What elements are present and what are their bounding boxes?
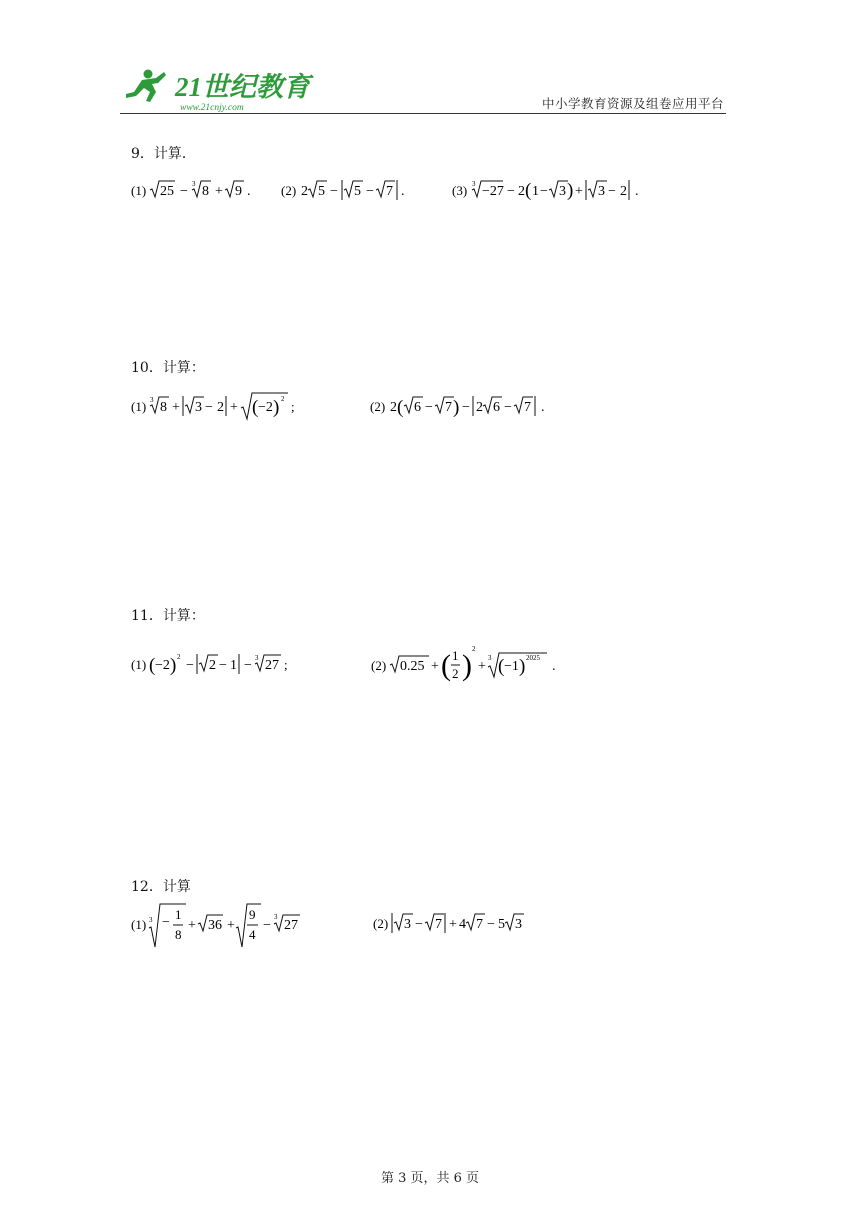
svg-text:.: . xyxy=(401,184,405,199)
svg-text:−: − xyxy=(180,184,188,199)
svg-text:2: 2 xyxy=(209,658,216,673)
svg-text:1: 1 xyxy=(452,648,459,663)
q12-part1 xyxy=(131,902,306,956)
svg-text:−: − xyxy=(186,658,194,673)
svg-text:): ) xyxy=(462,649,472,682)
svg-text:2: 2 xyxy=(281,395,285,403)
svg-text:2: 2 xyxy=(620,184,627,199)
svg-text:+: + xyxy=(449,917,457,932)
q11-part2-expr xyxy=(371,640,571,690)
q9-part2 xyxy=(281,178,411,208)
q10-part2-expr xyxy=(370,392,570,422)
svg-text:): ) xyxy=(567,180,574,201)
svg-text:3: 3 xyxy=(472,180,476,188)
svg-text:3: 3 xyxy=(149,916,153,924)
svg-text:1: 1 xyxy=(175,907,182,922)
svg-text:36: 36 xyxy=(208,918,222,933)
svg-text:(3): (3) xyxy=(452,183,468,198)
svg-text:+: + xyxy=(172,400,180,415)
logo xyxy=(120,66,310,114)
svg-text:−: − xyxy=(244,658,252,673)
svg-text:4: 4 xyxy=(459,917,466,932)
svg-text:(2): (2) xyxy=(370,399,386,414)
svg-text:2: 2 xyxy=(390,400,397,415)
svg-text:−: − xyxy=(330,184,338,199)
svg-text:2: 2 xyxy=(472,645,476,653)
svg-text:(1): (1) xyxy=(131,917,147,932)
svg-text:0.25: 0.25 xyxy=(400,659,425,674)
svg-text:2: 2 xyxy=(518,184,525,199)
svg-text:.: . xyxy=(552,659,556,674)
svg-text:(2): (2) xyxy=(371,658,387,673)
svg-text:6: 6 xyxy=(493,400,500,415)
svg-text:.: . xyxy=(635,184,639,199)
platform-name: 中小学教育资源及组卷应用平台 xyxy=(541,96,724,111)
svg-text:(1): (1) xyxy=(131,183,147,198)
svg-text:(2): (2) xyxy=(281,183,297,198)
svg-text:): ) xyxy=(453,397,460,418)
svg-text:7: 7 xyxy=(445,400,452,415)
q9-part3 xyxy=(452,178,652,208)
q12-part2 xyxy=(373,909,548,943)
svg-text:+: + xyxy=(575,184,583,199)
svg-text:+: + xyxy=(215,184,223,199)
svg-text:3: 3 xyxy=(150,396,154,404)
header-rule xyxy=(120,113,726,114)
svg-text:7: 7 xyxy=(386,184,393,199)
svg-text:3: 3 xyxy=(559,184,566,199)
svg-text:8: 8 xyxy=(160,400,167,415)
question-11-title: 11．计算： xyxy=(131,608,205,624)
svg-text:+: + xyxy=(431,659,439,674)
q10-part2 xyxy=(370,392,570,426)
svg-text:3: 3 xyxy=(192,180,196,188)
svg-text:;: ; xyxy=(291,399,295,414)
question-9-title: 9．计算． xyxy=(131,146,196,162)
svg-text:27: 27 xyxy=(265,658,279,673)
svg-text:−: − xyxy=(162,915,170,930)
q9-part2-expr xyxy=(281,178,411,204)
svg-text:(: ( xyxy=(525,180,532,201)
svg-text:+: + xyxy=(188,918,196,933)
svg-text:9: 9 xyxy=(235,184,242,199)
svg-text:−: − xyxy=(462,400,470,415)
svg-text:−: − xyxy=(263,918,271,933)
q10-part1 xyxy=(131,392,301,426)
svg-text:5: 5 xyxy=(318,184,325,199)
q10-part1-expr xyxy=(131,392,301,422)
svg-text:−: − xyxy=(504,400,512,415)
svg-text:(: ( xyxy=(149,655,156,676)
svg-text:4: 4 xyxy=(249,927,256,942)
svg-text:3: 3 xyxy=(488,654,492,662)
svg-text:−: − xyxy=(608,184,616,199)
question-10-title: 10．计算： xyxy=(131,360,205,376)
svg-text:−27: −27 xyxy=(482,184,504,199)
q12-part2-expr xyxy=(373,909,548,939)
svg-text:−2: −2 xyxy=(258,400,273,415)
svg-text:−1: −1 xyxy=(504,659,519,674)
svg-text:.: . xyxy=(247,184,251,199)
svg-text:(: ( xyxy=(441,649,451,682)
svg-text:7: 7 xyxy=(435,917,442,932)
svg-text:−: − xyxy=(425,400,433,415)
q9-part3-expr xyxy=(452,178,652,204)
svg-text:): ) xyxy=(519,656,526,677)
svg-text:9: 9 xyxy=(249,907,256,922)
q11-part1 xyxy=(131,650,301,684)
svg-text:5: 5 xyxy=(498,917,505,932)
question-12-title: 12．计算 xyxy=(131,879,191,895)
svg-text:1: 1 xyxy=(230,658,237,673)
svg-text:(: ( xyxy=(397,397,404,418)
q11-part2 xyxy=(371,640,571,694)
svg-text:27: 27 xyxy=(284,918,298,933)
svg-text:−2: −2 xyxy=(155,658,170,673)
svg-text:8: 8 xyxy=(202,184,209,199)
svg-text:1: 1 xyxy=(532,184,539,199)
svg-text:−: − xyxy=(205,400,213,415)
svg-text:(1): (1) xyxy=(131,657,147,672)
svg-text:3: 3 xyxy=(255,654,259,662)
svg-text:2: 2 xyxy=(177,653,181,661)
svg-text:+: + xyxy=(478,659,486,674)
svg-text:8: 8 xyxy=(175,927,182,942)
logo-text: 21世纪教育 xyxy=(175,72,310,102)
svg-text:3: 3 xyxy=(404,917,411,932)
svg-text:3: 3 xyxy=(274,913,278,921)
svg-text:): ) xyxy=(170,655,177,676)
svg-text:(: ( xyxy=(498,656,505,677)
svg-text:7: 7 xyxy=(524,400,531,415)
q11-part1-expr xyxy=(131,650,301,680)
svg-text:2: 2 xyxy=(217,400,224,415)
svg-text:(2): (2) xyxy=(373,916,389,931)
svg-text:3: 3 xyxy=(515,917,522,932)
svg-text:(: ( xyxy=(252,397,259,418)
logo-url: www.21cnjy.com xyxy=(180,103,244,113)
q9-part1 xyxy=(131,178,261,208)
svg-text:+: + xyxy=(230,400,238,415)
svg-text:7: 7 xyxy=(476,917,483,932)
svg-text:2025: 2025 xyxy=(526,654,540,662)
q12-part1-expr xyxy=(131,902,306,952)
svg-text:;: ; xyxy=(284,657,288,672)
svg-text:(1): (1) xyxy=(131,399,147,414)
svg-text:6: 6 xyxy=(414,400,421,415)
svg-text:3: 3 xyxy=(598,184,605,199)
svg-text:−: − xyxy=(540,184,548,199)
svg-text:2: 2 xyxy=(452,666,459,681)
svg-text:+: + xyxy=(227,918,235,933)
svg-text:−: − xyxy=(507,184,515,199)
svg-text:2: 2 xyxy=(476,400,483,415)
svg-text:2: 2 xyxy=(301,184,308,199)
svg-text:−: − xyxy=(219,658,227,673)
svg-text:−: − xyxy=(366,184,374,199)
svg-text:−: − xyxy=(415,917,423,932)
page-footer: 第 3 页，共 6 页 xyxy=(380,1171,480,1186)
q9-part1-expr xyxy=(131,178,261,204)
svg-text:−: − xyxy=(487,917,495,932)
svg-text:.: . xyxy=(541,400,545,415)
svg-text:): ) xyxy=(273,397,280,418)
page-header xyxy=(120,66,726,116)
svg-text:5: 5 xyxy=(354,184,361,199)
svg-text:3: 3 xyxy=(195,400,202,415)
svg-text:25: 25 xyxy=(160,184,174,199)
